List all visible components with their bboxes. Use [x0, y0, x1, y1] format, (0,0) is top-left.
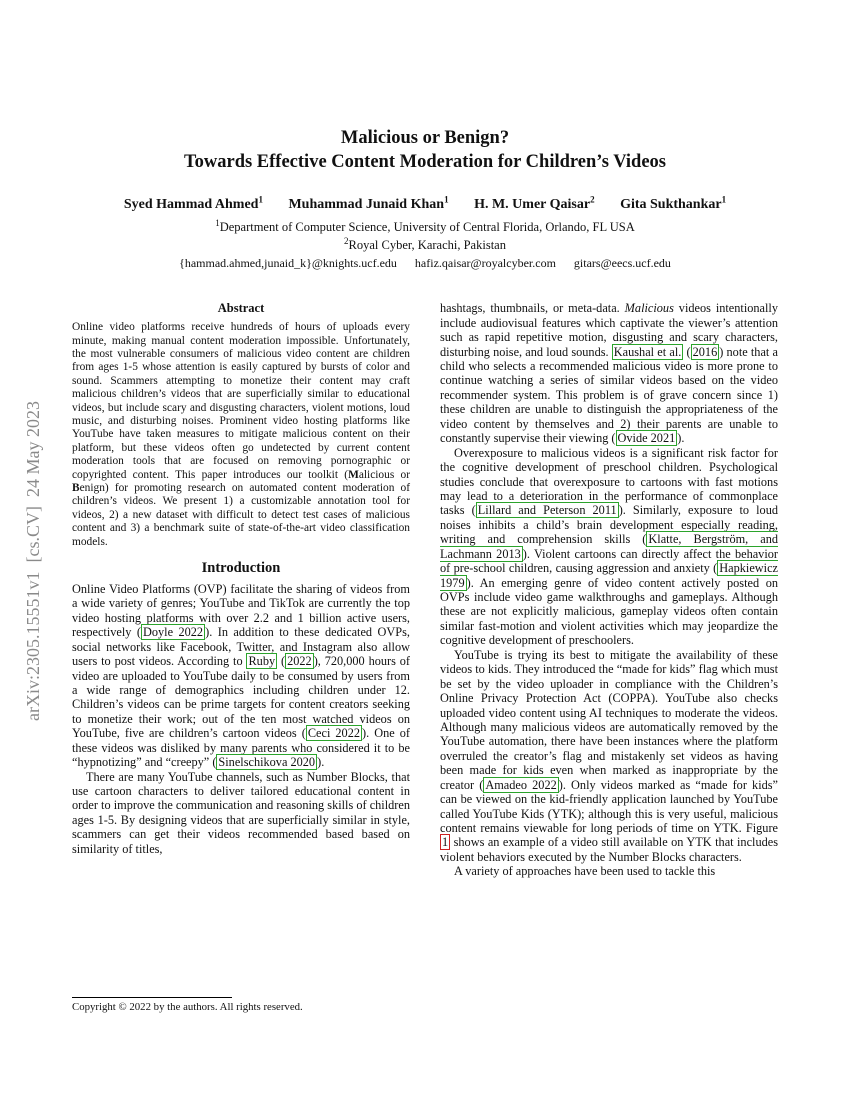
text-segment: alicious or	[358, 468, 410, 481]
author	[123, 194, 263, 213]
paragraph	[440, 648, 778, 865]
email-address: hafiz.qaisar@royalcyber.com	[414, 256, 556, 271]
text-segment: shows an example of a video still available on YTK that includes violent behaviors executed by the Number Blocks characters.	[440, 835, 778, 864]
text-segment: ). Similarly, exposure to loud noises inhibits a child’s brain development especially reading, writing and comprehension skills (	[440, 503, 778, 547]
title-line-2: Towards Effective Content Moderation for Children’s Videos	[183, 152, 666, 173]
copyright-text: Copyright © 2022 by the authors. All rights reserved.	[72, 1001, 303, 1014]
text-segment: Malicious	[624, 301, 674, 316]
citation-link[interactable]: Doyle 2022	[142, 625, 204, 640]
text-segment: B	[72, 481, 80, 494]
citation-link[interactable]: 2016	[692, 344, 718, 359]
left-column	[72, 301, 410, 1013]
affiliation-list	[72, 218, 778, 253]
author-name: Gita Sukthankar	[620, 197, 722, 213]
author-affiliation-mark: 1	[721, 194, 727, 205]
figure-reference[interactable]: 1	[442, 835, 449, 850]
author-affiliation-mark: 1	[258, 194, 263, 205]
affiliation-mark: 2	[344, 235, 349, 246]
text-segment: (	[277, 654, 286, 669]
arxiv-watermark: arXiv:2305.15551v1 [cs.CV] 24 May 2023	[23, 401, 43, 721]
text-segment: Online video platforms receive hundreds of hours of uploads every minute, making manual content moderation impossible. Unfortunately, the most vulnerable consumers of malicious video content are children from ages 1-5 whose attention is easily captured by bursts of color and sound. Scammers attempting to monetize their content may craft malicious children’s videos that are superficially similar to educational videos, but include scary and disgusting characters, violent motions, loud music, and disturbing noises. Prominent video hosting platforms like YouTube have taken measures to mitigate malicious content on their platform, but these videos often go undetected by current content moderation tools that are focused on removing pornographic or copyrighted content. This paper introduces our toolkit (	[72, 321, 410, 481]
text-segment: Online Video Platforms (OVP) facilitate the sharing of videos from a wide variety of genres; YouTube and TikTok are currently the top video hosting platforms with over 2.2 and 1 billion active users, respectively (	[72, 581, 410, 640]
author	[288, 194, 449, 213]
affiliation	[72, 218, 778, 235]
author	[474, 194, 595, 213]
email-line	[72, 256, 778, 271]
text-segment: ) note that a child who selects a recommended malicious video is more prone to continue watching a series of similar videos based on the video recommender system. This problem is of grave concern since 1) these children are unable to distinguish the appropriateness of the video content by themselves and 2) their parents are unable to constantly supervise their viewing (	[440, 344, 778, 446]
citation-link[interactable]: Hapkiewicz 1979	[440, 561, 778, 590]
text-segment: YouTube is trying its best to mitigate the availability of these videos to kids. They introduced the “made for kids” flag which must be set by the video uploader in compliance with the Children’s Online Privacy Protection Act (COPPA). YouTube also checks uploaded video content using AI techniques to moderate the videos. Although many malicious videos are automatically removed by the YouTube automation, there have been instances where the platform overruled the creator’s flag and mistakenly set videos as having been made for kids even when marked as inappropriate by the creator (	[440, 647, 778, 792]
paragraph	[440, 446, 778, 648]
citation-link[interactable]: Ovide 2021	[617, 431, 676, 446]
introduction-body	[72, 582, 410, 856]
text-segment: ).	[677, 431, 685, 446]
text-segment: A variety of approaches have been used to tackle this	[454, 864, 716, 879]
email-address: {hammad.ahmed,junaid_k}@knights.ucf.edu	[179, 256, 397, 271]
author-list	[72, 195, 778, 214]
title-line-1: Malicious or Benign?	[340, 128, 510, 148]
text-segment: ). One of these videos was disliked by many parents who considered it to be “hypnotizing” and “creepy” (	[72, 726, 411, 770]
paragraph	[72, 582, 410, 770]
citation-link[interactable]: Ruby	[248, 654, 276, 669]
author-affiliation-mark: 1	[444, 194, 449, 205]
citation-link[interactable]: Klatte, Bergström, and Lachmann 2013	[440, 532, 778, 561]
abstract-heading: Abstract	[217, 301, 265, 316]
text-segment: (	[683, 344, 691, 359]
author-name: H. M. Umer Qaisar	[474, 197, 591, 213]
text-segment: videos intentionally include audiovisual features which captivate the viewer’s attention such as rapid repetitive motion, disgusting and scary characters, disturbing noise, and loud sounds.	[440, 301, 778, 359]
footnote-rule	[72, 997, 232, 998]
text-segment: ). Only videos marked as “made for kids” can be viewed on the kid-friendly application launched by YouTube called YouTube Kids (YTK); although this is very useful, malicious content remains viewable for long periods of time on YTK. Figure	[440, 777, 779, 836]
abstract-body	[72, 321, 410, 549]
text-segment: ). Violent cartoons can directly affect the behavior of pre-school children, causing aggression and anxiety (	[440, 546, 778, 576]
affiliation	[72, 236, 778, 253]
author-name: Syed Hammad Ahmed	[123, 197, 259, 213]
text-segment: ). An emerging genre of video content actively posted on OVPs include video game walkthroughs and gameplays. Although these are not explicitly malicious, gameplay videos often contain similar fast-motion and violent activities which may jeopardize the cognitive development of preschoolers.	[440, 575, 778, 648]
introduction-heading: Introduction	[201, 559, 281, 576]
citation-link[interactable]: Amadeo 2022	[485, 777, 557, 792]
text-segment: Overexposure to malicious videos is a significant risk factor for the cognitive development of preschool children. Psychological studies conclude that overexposure to cartoons with fast motions may lead to a deterioration in the performance of commonplace tasks (	[440, 445, 778, 518]
copyright-footnote	[72, 987, 410, 1013]
paragraph	[72, 770, 410, 857]
affiliation-mark: 1	[215, 218, 220, 229]
text-segment: ). In addition to these dedicated OVPs, social networks like Facebook, Twitter, and Instagram also allow users to post videos. According to	[72, 625, 410, 669]
paragraph	[440, 301, 778, 445]
right-column	[440, 301, 778, 879]
two-column-body	[72, 301, 778, 1013]
text-segment: ), 720,000 hours of video are uploaded to YouTube daily to be consumed by users from a wide range of demographics including children under 12. Children’s videos can be prime targets for content creators seeking to monetize their work; out of the ten most watched videos on YouTube, five are children’s cartoon videos (	[72, 654, 410, 741]
citation-link[interactable]: 2022	[287, 654, 312, 669]
citation-link[interactable]: Ceci 2022	[307, 726, 361, 741]
affiliation-text: Department of Computer Science, University of Central Florida, Orlando, FL USA	[219, 220, 635, 235]
paper-title	[72, 126, 778, 175]
text-segment: There are many YouTube channels, such as Number Blocks, that use cartoon characters to deliver tailored educational content in order to improve the communication and reasoning skills of children ages 1-5. By designing videos that are superficially similar in style, scammers can get their videos recommended based based on similarity of titles,	[72, 769, 410, 856]
citation-link[interactable]: Lillard and Peterson 2011	[477, 503, 617, 518]
text-segment: enign) for promoting research on automated content moderation of children’s videos. We present 1) a customizable annotation tool for videos, 2) a new dataset with difficult to detect test cases of malicious content and 3) a benchmark suite of state-of-the-art video classification models.	[72, 481, 410, 548]
citation-link[interactable]: Sinelschikova 2020	[218, 755, 316, 770]
citation-link[interactable]: Kaushal et al.	[613, 344, 682, 359]
email-address: gitars@eecs.ucf.edu	[573, 256, 671, 271]
author-name: Muhammad Junaid Khan	[288, 197, 445, 213]
author-affiliation-mark: 2	[590, 194, 595, 205]
paragraph	[72, 321, 410, 549]
author	[620, 194, 727, 213]
text-segment: M	[348, 468, 359, 481]
affiliation-text: Royal Cyber, Karachi, Pakistan	[348, 238, 506, 253]
text-segment: ).	[317, 755, 325, 770]
text-segment: hashtags, thumbnails, or meta-data.	[440, 301, 625, 316]
paper-content	[72, 126, 778, 1013]
paragraph	[440, 864, 778, 878]
